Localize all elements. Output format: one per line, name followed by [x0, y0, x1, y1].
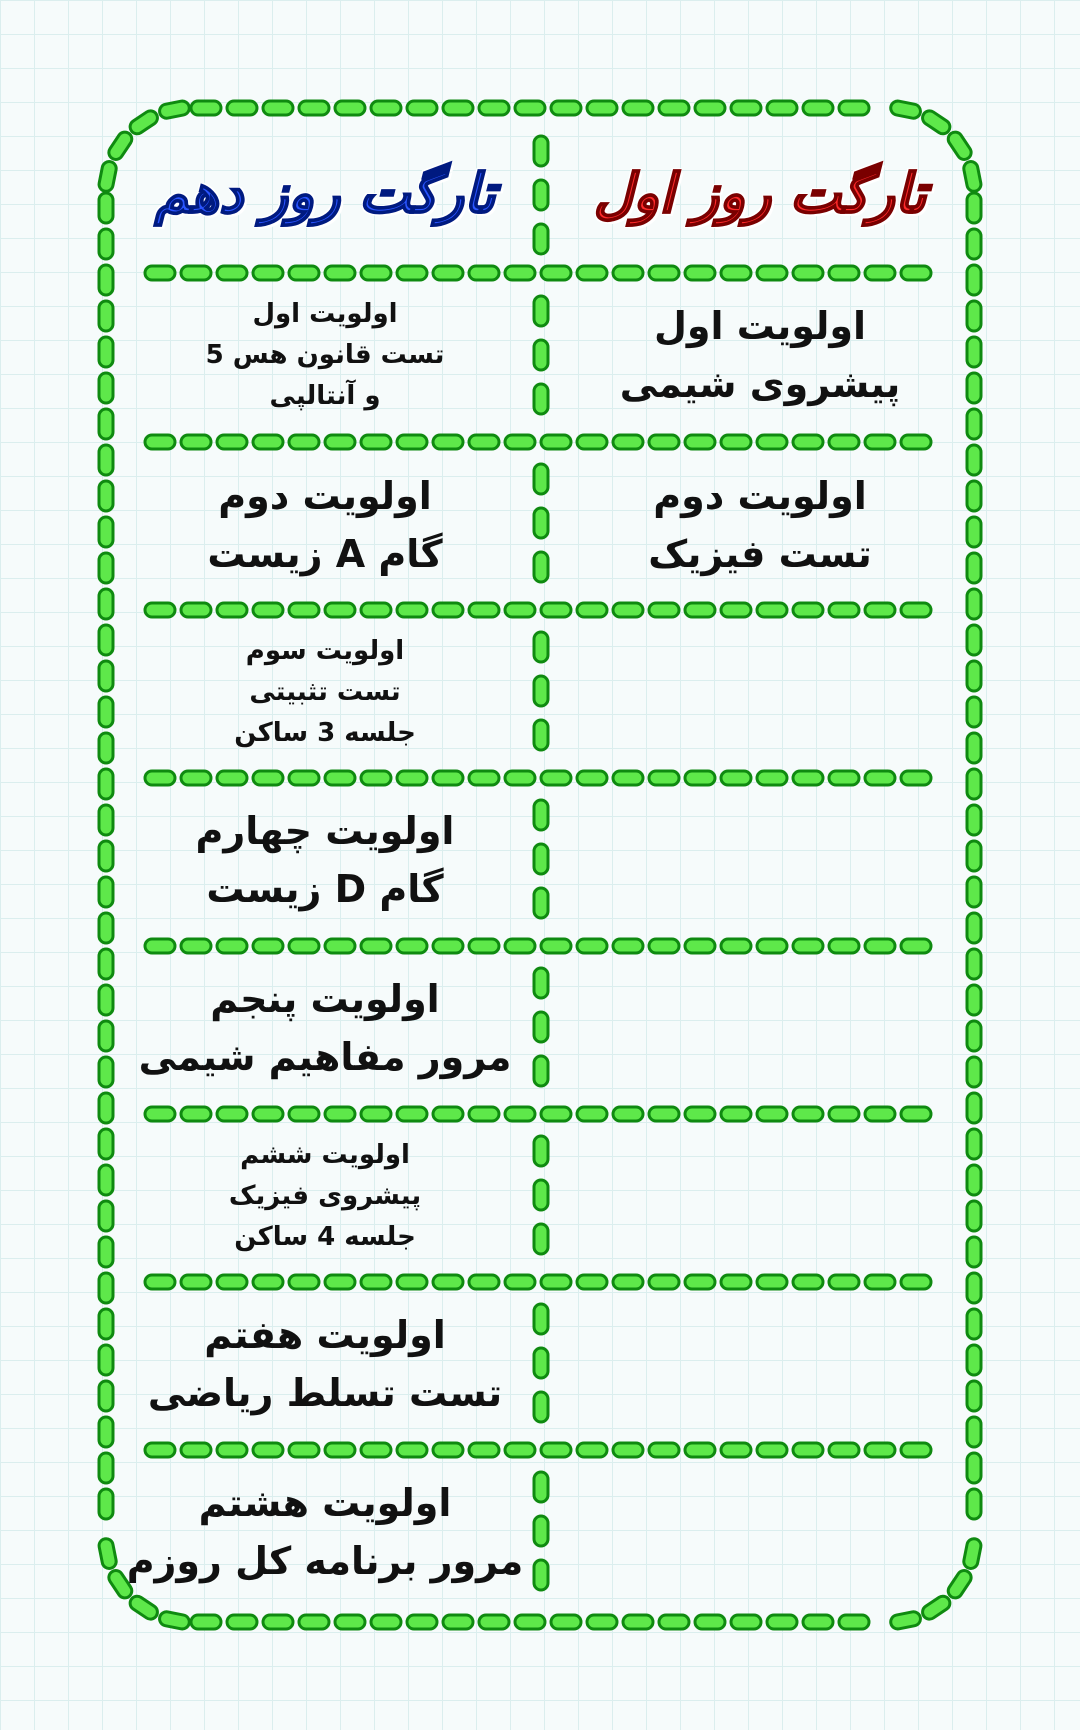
row-separator-dash — [829, 1443, 859, 1457]
row-separator-dash — [577, 939, 607, 953]
row-separator-dash — [865, 1107, 895, 1121]
priority-label: اولویت اول — [653, 304, 867, 348]
frame-dash — [407, 1615, 437, 1629]
row-separator-dash — [505, 1275, 535, 1289]
row-separator-dash — [865, 266, 895, 280]
row-separator-dash — [721, 1443, 751, 1457]
row-separator-dash — [469, 1443, 499, 1457]
frame-dash — [443, 1615, 473, 1629]
frame-dash — [551, 1615, 581, 1629]
row-separator-dash — [757, 939, 787, 953]
frame-dash — [551, 101, 581, 115]
row-separator-dash — [649, 939, 679, 953]
priority-task: تست تسلط ریاضی — [147, 1371, 503, 1415]
frame-dash — [839, 101, 869, 115]
row-separator-dash — [217, 1443, 247, 1457]
row-separator-dash — [649, 435, 679, 449]
row-separator-dash — [145, 1443, 175, 1457]
frame-dash — [299, 101, 329, 115]
row-separator-dash — [397, 266, 427, 280]
row-separator-dash — [901, 1275, 931, 1289]
day1-priority-2 — [545, 455, 975, 595]
row-separator-dash — [757, 435, 787, 449]
frame-dash — [890, 1611, 922, 1631]
row-separator-dash — [793, 603, 823, 617]
row-separator-dash — [541, 1443, 571, 1457]
frame-dash — [587, 101, 617, 115]
frame-dash — [967, 913, 981, 943]
row-separator-dash — [469, 266, 499, 280]
priority-label: اولویت ششم — [240, 1139, 410, 1170]
frame-dash — [967, 985, 981, 1015]
priority-task: گام A زیست — [207, 532, 443, 576]
frame-dash — [967, 1201, 981, 1231]
row-separator-dash — [577, 603, 607, 617]
row-separator-dash — [181, 603, 211, 617]
row-separator-dash — [577, 435, 607, 449]
frame-dash — [158, 100, 190, 120]
row-separator-dash — [865, 1275, 895, 1289]
row-separator-dash — [361, 1275, 391, 1289]
row-separator-dash — [145, 1107, 175, 1121]
row-separator-dash — [361, 435, 391, 449]
frame-dash — [623, 1615, 653, 1629]
priority-label: اولویت اول — [252, 298, 398, 329]
row-separator-dash — [217, 771, 247, 785]
frame-dash — [920, 108, 953, 136]
frame-dash — [967, 1453, 981, 1483]
row-separator-dash — [757, 266, 787, 280]
row-separator-dash — [325, 435, 355, 449]
day10-priority-6 — [110, 1126, 540, 1266]
frame-dash — [967, 625, 981, 655]
row-separator-dash — [217, 939, 247, 953]
frame-dash — [299, 1615, 329, 1629]
row-separator-dash — [181, 1443, 211, 1457]
priority-label: اولویت دوم — [218, 474, 432, 518]
row-separator-dash — [325, 603, 355, 617]
frame-dash — [920, 1594, 953, 1622]
frame-dash — [967, 1165, 981, 1195]
frame-dash — [839, 1615, 869, 1629]
row-separator-dash — [505, 435, 535, 449]
frame-dash — [967, 733, 981, 763]
priority-label: اولویت دوم — [653, 474, 867, 518]
row-separator-dash — [325, 771, 355, 785]
frame-dash — [263, 1615, 293, 1629]
row-separator-dash — [217, 1107, 247, 1121]
row-separator-dash — [721, 771, 751, 785]
row-separator-dash — [505, 266, 535, 280]
row-separator-dash — [217, 266, 247, 280]
row-separator-dash — [793, 1275, 823, 1289]
row-separator-dash — [685, 1275, 715, 1289]
row-separator-dash — [721, 266, 751, 280]
day10-priority-8 — [110, 1462, 540, 1602]
priority-label: اولویت چهارم — [195, 809, 455, 853]
priority-label: اولویت هفتم — [204, 1313, 446, 1357]
frame-dash — [967, 1237, 981, 1267]
frame-dash — [263, 101, 293, 115]
row-separator-dash — [901, 1107, 931, 1121]
row-separator-dash — [217, 603, 247, 617]
row-separator-dash — [757, 1275, 787, 1289]
row-separator-dash — [469, 1107, 499, 1121]
priority-task: تست تثبیتی — [249, 676, 401, 707]
row-separator-dash — [541, 1275, 571, 1289]
frame-dash — [967, 1021, 981, 1051]
frame-dash — [227, 1615, 257, 1629]
row-separator-dash — [793, 435, 823, 449]
row-separator-dash — [613, 1443, 643, 1457]
row-separator-dash — [181, 771, 211, 785]
row-separator-dash — [145, 603, 175, 617]
row-separator-dash — [181, 1275, 211, 1289]
priority-detail: جلسه 3 ساکن — [234, 717, 416, 748]
row-separator-dash — [253, 266, 283, 280]
row-separator-dash — [181, 266, 211, 280]
priority-task: مرور مفاهیم شیمی — [138, 1035, 512, 1079]
row-separator-dash — [469, 939, 499, 953]
priority-task: تست قانون هس 5 — [205, 339, 445, 370]
row-separator-dash — [361, 266, 391, 280]
frame-dash — [967, 1345, 981, 1375]
row-separator-dash — [253, 771, 283, 785]
row-separator-dash — [433, 1275, 463, 1289]
row-separator-dash — [541, 603, 571, 617]
row-separator-dash — [541, 1107, 571, 1121]
frame-dash — [335, 101, 365, 115]
row-separator-dash — [397, 771, 427, 785]
row-separator-dash — [613, 939, 643, 953]
frame-dash — [227, 101, 257, 115]
row-separator-dash — [253, 1275, 283, 1289]
row-separator-dash — [253, 435, 283, 449]
row-separator-dash — [397, 435, 427, 449]
row-separator-dash — [145, 1275, 175, 1289]
row-separator-dash — [361, 1443, 391, 1457]
row-separator-dash — [901, 1443, 931, 1457]
day1-priority-1 — [545, 285, 975, 425]
frame-dash — [479, 101, 509, 115]
day10-priority-4 — [110, 790, 540, 930]
frame-dash — [967, 1093, 981, 1123]
row-separator-dash — [505, 1443, 535, 1457]
frame-dash — [967, 1489, 981, 1519]
row-separator-dash — [361, 771, 391, 785]
row-separator-dash — [541, 266, 571, 280]
row-separator-dash — [721, 939, 751, 953]
row-separator-dash — [793, 939, 823, 953]
row-separator-dash — [433, 1107, 463, 1121]
row-separator-dash — [181, 1107, 211, 1121]
frame-dash — [767, 101, 797, 115]
row-separator-dash — [685, 435, 715, 449]
priority-task: پیشروی فیزیک — [228, 1180, 422, 1211]
frame-dash — [695, 101, 725, 115]
row-separator-dash — [541, 435, 571, 449]
day1-title: تارگت روز اول — [593, 161, 927, 225]
frame-dash — [803, 1615, 833, 1629]
row-separator-dash — [613, 1107, 643, 1121]
frame-dash — [407, 101, 437, 115]
frame-dash — [967, 1129, 981, 1159]
row-separator-dash — [505, 771, 535, 785]
row-separator-dash — [613, 435, 643, 449]
row-separator-dash — [361, 1107, 391, 1121]
row-separator-dash — [325, 1107, 355, 1121]
row-separator-dash — [829, 603, 859, 617]
row-separator-dash — [901, 435, 931, 449]
row-separator-dash — [433, 771, 463, 785]
row-separator-dash — [901, 266, 931, 280]
row-separator-dash — [685, 771, 715, 785]
day10-priority-3 — [110, 622, 540, 762]
row-separator-dash — [433, 603, 463, 617]
frame-dash — [191, 1615, 221, 1629]
row-separator-dash — [685, 1443, 715, 1457]
frame-dash — [767, 1615, 797, 1629]
frame-dash — [967, 805, 981, 835]
priority-task: گام D زیست — [206, 867, 444, 911]
frame-dash — [967, 1273, 981, 1303]
row-separator-dash — [793, 1443, 823, 1457]
row-separator-dash — [289, 603, 319, 617]
frame-dash — [967, 1309, 981, 1339]
row-separator-dash — [613, 1275, 643, 1289]
row-separator-dash — [325, 1275, 355, 1289]
row-separator-dash — [721, 1107, 751, 1121]
row-separator-dash — [145, 435, 175, 449]
row-separator-dash — [649, 1443, 679, 1457]
row-separator-dash — [829, 1107, 859, 1121]
row-separator-dash — [469, 771, 499, 785]
row-separator-dash — [721, 603, 751, 617]
row-separator-dash — [649, 1107, 679, 1121]
row-separator-dash — [865, 1443, 895, 1457]
frame-dash — [659, 101, 689, 115]
row-separator-dash — [577, 771, 607, 785]
frame-dash — [371, 1615, 401, 1629]
row-separator-dash — [757, 603, 787, 617]
frame-dash — [515, 1615, 545, 1629]
row-separator-dash — [397, 1275, 427, 1289]
row-separator-dash — [613, 603, 643, 617]
day10-priority-5 — [110, 958, 540, 1098]
row-separator-dash — [397, 1443, 427, 1457]
priority-label: اولویت پنجم — [210, 977, 440, 1021]
row-separator-dash — [253, 1443, 283, 1457]
row-separator-dash — [829, 939, 859, 953]
row-separator-dash — [325, 939, 355, 953]
frame-dash — [479, 1615, 509, 1629]
frame-dash — [967, 1381, 981, 1411]
row-separator-dash — [865, 435, 895, 449]
frame-dash — [946, 1568, 974, 1601]
frame-dash — [335, 1615, 365, 1629]
row-separator-dash — [397, 1107, 427, 1121]
row-separator-dash — [253, 603, 283, 617]
row-separator-dash — [289, 266, 319, 280]
day10-priority-7 — [110, 1294, 540, 1434]
frame-dash — [967, 949, 981, 979]
priority-task: مرور برنامه کل روزم — [126, 1539, 524, 1583]
row-separator-dash — [253, 939, 283, 953]
row-separator-dash — [397, 939, 427, 953]
priority-label: اولویت هشتم — [198, 1481, 452, 1525]
row-separator-dash — [901, 771, 931, 785]
row-separator-dash — [433, 939, 463, 953]
row-separator-dash — [289, 1107, 319, 1121]
row-separator-dash — [685, 1107, 715, 1121]
row-separator-dash — [289, 939, 319, 953]
priority-detail: جلسه 4 ساکن — [234, 1221, 416, 1252]
frame-dash — [963, 1538, 983, 1570]
row-separator-dash — [649, 1275, 679, 1289]
row-separator-dash — [793, 1107, 823, 1121]
priority-detail: و آنتالپی — [269, 380, 381, 411]
row-separator-dash — [469, 1275, 499, 1289]
row-separator-dash — [721, 1275, 751, 1289]
row-separator-dash — [649, 603, 679, 617]
day10-priority-2 — [110, 455, 540, 595]
row-separator-dash — [361, 939, 391, 953]
priority-task: تست فیزیک — [648, 532, 872, 576]
row-separator-dash — [865, 771, 895, 785]
row-separator-dash — [505, 939, 535, 953]
row-separator-dash — [325, 1443, 355, 1457]
frame-dash — [158, 1611, 190, 1631]
row-separator-dash — [685, 603, 715, 617]
frame-dash — [731, 101, 761, 115]
row-separator-dash — [757, 1107, 787, 1121]
frame-dash — [967, 841, 981, 871]
row-separator-dash — [505, 1107, 535, 1121]
frame-dash — [967, 769, 981, 799]
frame-dash — [587, 1615, 617, 1629]
frame-dash — [967, 1417, 981, 1447]
frame-dash — [515, 101, 545, 115]
row-separator-dash — [577, 1107, 607, 1121]
frame-dash — [967, 697, 981, 727]
priority-task: پیشروی شیمی — [619, 362, 901, 406]
row-separator-dash — [757, 771, 787, 785]
row-separator-dash — [613, 266, 643, 280]
row-separator-dash — [361, 603, 391, 617]
row-separator-dash — [433, 266, 463, 280]
frame-dash — [659, 1615, 689, 1629]
row-separator-dash — [901, 603, 931, 617]
row-separator-dash — [541, 771, 571, 785]
frame-dash — [695, 1615, 725, 1629]
row-separator-dash — [289, 1275, 319, 1289]
row-separator-dash — [325, 266, 355, 280]
row-separator-dash — [397, 603, 427, 617]
frame-dash — [371, 101, 401, 115]
row-separator-dash — [685, 266, 715, 280]
row-separator-dash — [613, 771, 643, 785]
row-separator-dash — [469, 603, 499, 617]
row-separator-dash — [685, 939, 715, 953]
row-separator-dash — [865, 603, 895, 617]
row-separator-dash — [541, 939, 571, 953]
row-separator-dash — [217, 435, 247, 449]
row-separator-dash — [433, 435, 463, 449]
row-separator-dash — [865, 939, 895, 953]
row-separator-dash — [505, 603, 535, 617]
row-separator-dash — [289, 1443, 319, 1457]
row-separator-dash — [181, 435, 211, 449]
row-separator-dash — [829, 771, 859, 785]
frame-dash — [967, 661, 981, 691]
frame-dash — [127, 108, 160, 136]
row-separator-dash — [145, 771, 175, 785]
row-separator-dash — [901, 939, 931, 953]
row-separator-dash — [793, 266, 823, 280]
row-separator-dash — [757, 1443, 787, 1457]
row-separator-dash — [577, 1443, 607, 1457]
row-separator-dash — [469, 435, 499, 449]
row-separator-dash — [181, 939, 211, 953]
row-separator-dash — [433, 1443, 463, 1457]
row-separator-dash — [217, 1275, 247, 1289]
row-separator-dash — [577, 266, 607, 280]
row-separator-dash — [829, 1275, 859, 1289]
frame-dash — [967, 877, 981, 907]
row-separator-dash — [721, 435, 751, 449]
row-separator-dash — [289, 771, 319, 785]
row-separator-dash — [649, 771, 679, 785]
frame-dash — [623, 101, 653, 115]
row-separator-dash — [829, 435, 859, 449]
row-separator-dash — [145, 266, 175, 280]
row-separator-dash — [649, 266, 679, 280]
priority-label: اولویت سوم — [245, 635, 405, 666]
frame-dash — [443, 101, 473, 115]
row-separator-dash — [253, 1107, 283, 1121]
row-separator-dash — [829, 266, 859, 280]
day10-title: تارگت روز دهم — [154, 161, 496, 225]
row-separator-dash — [793, 771, 823, 785]
frame-dash — [803, 101, 833, 115]
frame-dash — [191, 101, 221, 115]
frame-dash — [731, 1615, 761, 1629]
frame-dash — [890, 100, 922, 120]
row-separator-dash — [145, 939, 175, 953]
frame-dash — [967, 1057, 981, 1087]
row-separator-dash — [577, 1275, 607, 1289]
day10-priority-1 — [110, 285, 540, 425]
row-separator-dash — [289, 435, 319, 449]
